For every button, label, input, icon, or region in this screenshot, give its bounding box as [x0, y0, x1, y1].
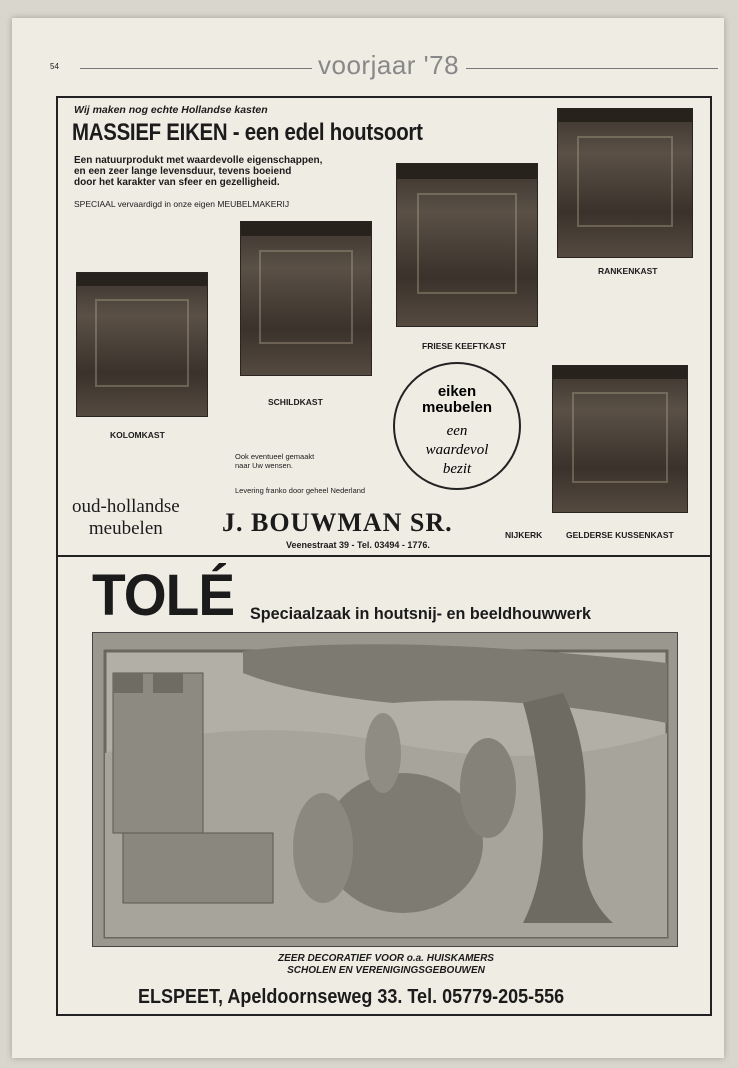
- delivery-note: Levering franko door geheel Nederland: [235, 486, 366, 495]
- gelderse-kussenkast-label: GELDERSE KUSSENKAST: [566, 530, 674, 540]
- slogan-badge: [393, 362, 521, 490]
- ad-tagline: Wij maken nog echte Hollandse kasten: [74, 104, 268, 116]
- maker-name: J. BOUWMAN SR.: [222, 508, 453, 537]
- gelderse-kussenkast-photo: [552, 365, 688, 513]
- ad-divider: [56, 555, 712, 557]
- shop-specialty: Speciaalzaak in houtsnij- en beeldhouwwerk: [250, 604, 592, 623]
- maker-address: Veenestraat 39 - Tel. 03494 - 1776.: [286, 540, 430, 550]
- kolomkast-label: KOLOMKAST: [110, 430, 165, 440]
- header-rule-right: [466, 68, 718, 69]
- shop-name: TOLÉ: [92, 563, 235, 628]
- kolomkast-photo: [76, 272, 208, 417]
- wood-carving-photo: [92, 632, 678, 947]
- header-rule-left: [80, 68, 312, 69]
- friese-keeftkast-label: FRIESE KEEFTKAST: [422, 341, 507, 351]
- decoration-note: ZEER DECORATIEF VOOR o.a. HUISKAMERS SCHOLEN EN VERENIGINGSGEBOUWEN: [278, 953, 494, 976]
- brand-logo: oud-hollandse meubelen: [72, 496, 180, 539]
- rankenkast-label: RANKENKAST: [598, 266, 658, 276]
- ad-headline: MASSIEF EIKEN - een edel houtsoort: [72, 119, 423, 146]
- badge-bottom-text: een waardevol bezit: [425, 423, 489, 477]
- shop-contact: ELSPEET, Apeldoornseweg 33. Tel. 05779-205-556: [138, 986, 565, 1008]
- custom-order-note: Ook eventueel gemaakt naar Uw wensen.: [235, 452, 315, 470]
- ad-intro-text: Een natuurprodukt met waardevolle eigenschappen, en een zeer lange levensduur, tevens boeiend door het karakter van sfeer en gezelligheid.: [74, 155, 323, 188]
- wood-carving-image: [93, 633, 678, 947]
- page-number: 54: [50, 62, 59, 71]
- season-title: voorjaar '78: [318, 50, 460, 80]
- badge-top-text: eiken meubelen: [421, 383, 493, 416]
- friese-keeftkast-photo: [396, 163, 538, 327]
- schildkast-photo: [240, 221, 372, 376]
- workshop-note: SPECIAAL vervaardigd in onze eigen MEUBELMAKERIJ: [74, 199, 290, 209]
- maker-city: NIJKERK: [505, 530, 543, 540]
- rankenkast-photo: [557, 108, 693, 258]
- schildkast-label: SCHILDKAST: [268, 397, 323, 407]
